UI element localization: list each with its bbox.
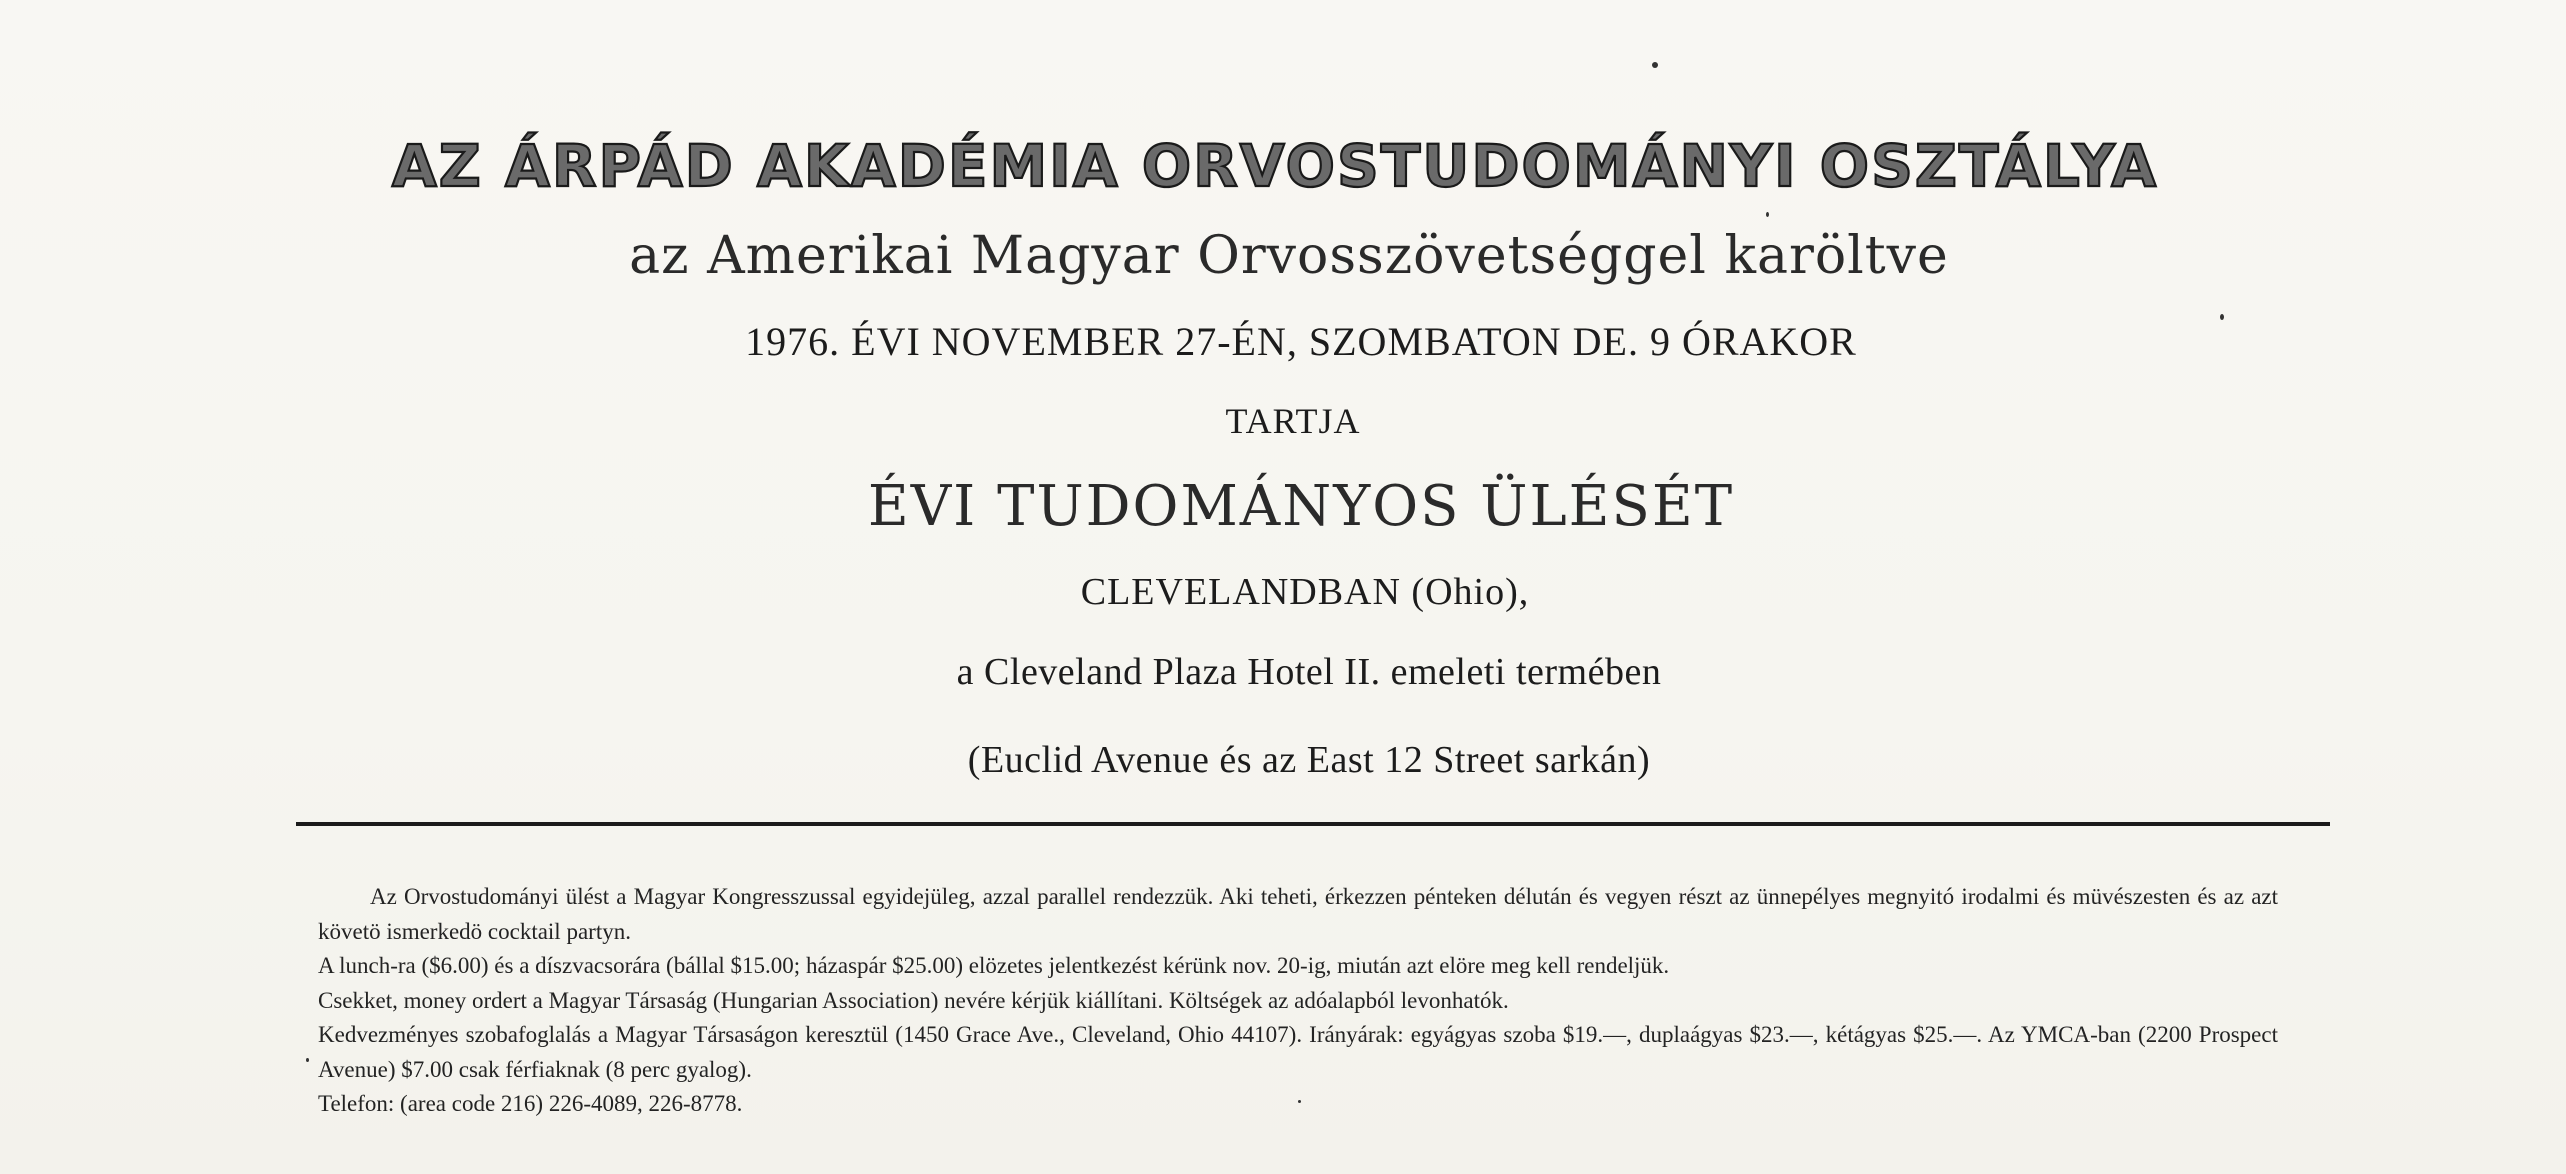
divider-rule (296, 822, 2330, 826)
paper-speck (2220, 314, 2224, 320)
phone-note: Telefon: (area code 216) 226-4089, 226-8778. (318, 1091, 743, 1116)
event-venue: a Cleveland Plaza Hotel II. emeleti termében (956, 651, 1662, 693)
paper-speck (306, 1058, 309, 1062)
payment-note: Csekket, money ordert a Magyar Társaság (Hungarian Association) nevére kérjük kiállítani. Költségek az adóalapból levonhatók. (318, 987, 1509, 1013)
congress-note: Az Orvostudományi ülést a Magyar Kongresszussal egyidejüleg, azzal parallel rendezzük. Aki teheti, érkezzen pénteken délután és vegyen részt az ünnepélyes megnyitó irodalmi és müvészesten és az azt követö ismerkedö cocktail partyn. (318, 884, 2278, 944)
holds-label: TARTJA (1225, 401, 1361, 441)
paper-speck (1652, 62, 1658, 68)
meeting-title: ÉVI TUDOMÁNYOS ÜLÉSÉT (867, 474, 1735, 539)
paper-speck (1766, 212, 1769, 217)
heading-title: AZ ÁRPÁD AKADÉMIA ORVOSTUDOMÁNYI OSZTÁLYA (391, 132, 2159, 200)
event-date: 1976. ÉVI NOVEMBER 27-ÉN, SZOMBATON DE. 9 ÓRAKOR (745, 319, 1857, 364)
heading-subtitle: az Amerikai Magyar Orvosszövetséggel karöltve (629, 226, 1949, 286)
event-city: CLEVELANDBAN (Ohio), (1080, 571, 1530, 613)
paper-speck (1298, 1100, 1301, 1103)
room-note: Kedvezményes szobafoglalás a Magyar Társaságon keresztül (1450 Grace Ave., Cleveland, Ohio 44107). Irányárak: egyágyas szoba $19.—, duplaágyas $23.—, kétágyas $25.—. Az YMCA-ban (2200 Prospect Avenue) $7.00 csak férfiaknak (8 perc gyalog). (318, 1022, 2278, 1082)
lunch-note: A lunch-ra ($6.00) és a díszvacsorára (bállal $15.00; házaspár $25.00) elözetes jelentkezést kérünk nov. 20-ig, miután azt elöre meg kell rendeljük. (318, 953, 1670, 978)
event-address: (Euclid Avenue és az East 12 Street sarkán) (967, 739, 1651, 781)
